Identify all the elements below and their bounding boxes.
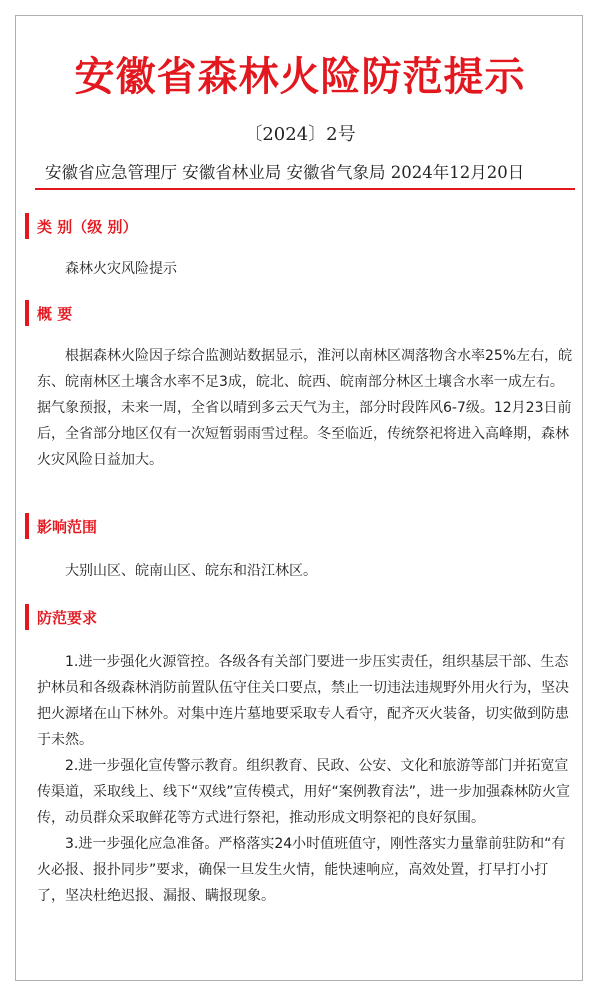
section-marker: [25, 300, 29, 326]
requirement-item: 2.进一步强化宣传警示教育。组织教育、民政、公安、文化和旅游等部门并拓宽宣传渠道，采取线上、线下“双线”宣传模式，用好“案例教育法”，进一步加强森林防火宣传，动员群众采取鲜花等方式进行祭祀，推动形成文明祭祀的良好氛围。: [37, 758, 571, 826]
category-content: [37, 256, 573, 282]
scope-content: [37, 558, 573, 584]
header-divider: [35, 188, 575, 190]
paragraph: 根据森林火险因子综合监测站数据显示，淮河以南林区凋落物含水率25%左右，皖东、皖南林区土壤含水率不足3成，皖北、皖西、皖南部分林区土壤含水率一成左右。据气象预报，未来一周，全省以晴到多云天气为主，部分时段阵风6-7级。12月23日前后，全省部分地区仅有一次短暂弱雨雪过程。冬至临近，传统祭祀将进入高峰期，森林火灾风险日益加大。: [37, 348, 573, 468]
section-title: 概 要: [37, 305, 73, 323]
paragraph: 森林火灾风险提示: [65, 261, 177, 277]
section-title: 类 别（级 别）: [37, 218, 138, 236]
requirements-content: [37, 649, 573, 909]
document-title: 安徽省森林火险防范提示: [74, 53, 526, 100]
section-marker: [25, 604, 29, 630]
issuers-and-date: 安徽省应急管理厅 安徽省林业局 安徽省气象局 2024年12月20日: [45, 163, 525, 182]
requirement-item: 3.进一步强化应急准备。严格落实24小时值班值守，刚性落实力量靠前驻防和“有火必报、报扑同步”要求，确保一旦发生火情，能快速响应，高效处置，打早打小打了，坚决杜绝迟报、漏报、瞒报现象。: [37, 836, 566, 904]
requirement-item: 1.进一步强化火源管控。各级各有关部门要进一步压实责任，组织基层干部、生态护林员和各级森林消防前置队伍守住关口要点，禁止一切违法违规野外用火行为，坚决把火源堵在山下林外。对集中连片墓地要采取专人看守，配齐灭火装备，切实做到防患于未然。: [37, 654, 569, 748]
section-marker: [25, 513, 29, 539]
document-number: 〔2024〕2号: [244, 124, 356, 145]
section-marker: [25, 213, 29, 239]
overview-content: [37, 343, 573, 473]
section-title: 防范要求: [37, 609, 98, 627]
section-title: 影响范围: [37, 518, 98, 536]
paragraph: 大别山区、皖南山区、皖东和沿江林区。: [65, 563, 317, 579]
